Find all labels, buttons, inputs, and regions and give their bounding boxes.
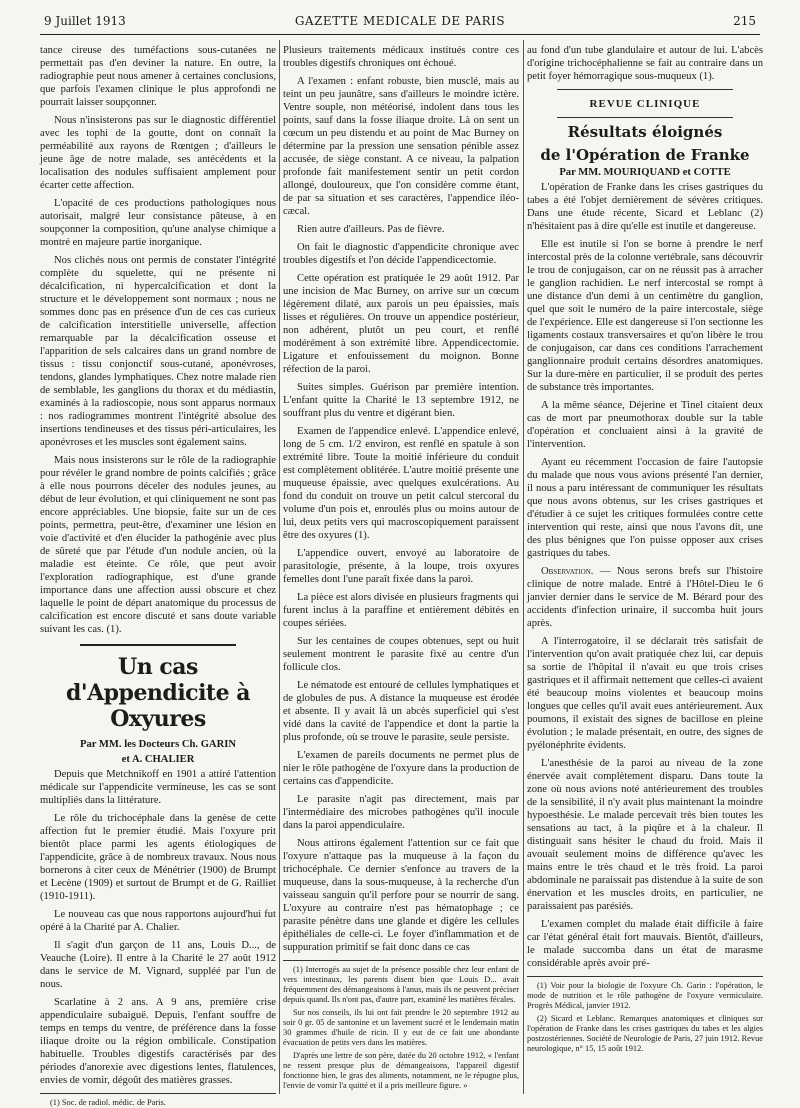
article-title-line1: Résultats éloignés xyxy=(567,123,723,141)
footnote: (2) Sicard et Leblanc. Remarques anatomiques et cliniques sur l'opération de Franke dans les crises gastriques du tabes et les algies postzostériennes. Société de Neurologie de Paris, 27 juin 1912. Revue neurologique, n° 15, 15 août 1912. xyxy=(527,1014,763,1053)
paragraph: Examen de l'appendice enlevé. L'appendice enlevé, long de 5 cm. 1/2 environ, est renflé en spatule à son extrémité libre. Toute la moitié inférieure du conduit est complètement oblitérée. L'autre moitié présente une muqueuse épaissie, avec quelques exulcérations. Au fond du conduit on trouve un petit calcul stercoral du volume d'un pois et, enroulés plus ou moins autour de lui, deux petits vers qui macroscopiquement paraissent être des oxyures (1). xyxy=(283,426,519,541)
paragraph: Elle est inutile si l'on se borne à prendre le nerf intercostal près de la colonne vertébrale, sans découvrir le trou de conjugaison, car on ne réussit pas à arracher le ganglion rachidien. Le nerf intercostal se rompt à une distance d'un demi à un centimètre du ganglion, quel que soit le numéro de la paire intercostale, siège de l'expérience. Elle est dangereuse si l'on sectionne les ligaments costaux transversaires et qu'on libère le trou de conjugaison, car dans ces conditions l'arrachement ganglionnaire produit certains désordres anatomiques. Sur la dure-mère en particulier, il se produit des pertes de substance très importantes. xyxy=(527,239,763,393)
article-authors-line1: Par MM. les Docteurs Ch. GARIN xyxy=(79,739,237,750)
paragraph: Rien autre d'ailleurs. Pas de fièvre. xyxy=(297,224,445,235)
footnotes xyxy=(283,960,519,1091)
paragraph xyxy=(527,565,763,630)
article-authors-line2: et A. CHALIER xyxy=(121,754,195,765)
paragraph: L'appendice ouvert, envoyé au laboratoire de parasitologie, présente, à la loupe, trois oxyures femelles dont l'une paraît fixée dans la paroi. xyxy=(283,548,519,585)
paragraph: Plusieurs traitements médicaux institués contre ces troubles digestifs chroniques ont échoué. xyxy=(283,45,519,69)
footnote: Sur nos conseils, ils lui ont fait prendre le 20 septembre 1912 au soir 0 gr. 05 de santonine et un lavement sucré et le lendemain matin 30 grammes d'huile de ricin. Il y eut de ce fait une abondante évacuation de petits vers dans les matières. xyxy=(283,1008,519,1047)
paragraph: L'anesthésie de la paroi au niveau de la zone énervée avait complètement disparu. Dans toute la zone où nous avions noté antérieurement des troubles de la sensibilité, il n'y avait plus maintenant la moindre hypoesthésie. Le malade percevait très bien toutes les sensations au tact, à la piqûre et à la chaleur. Il distinguait sans hésiter le chaud du froid. Mais il avouait seulement moins de différence qu'avec les mains entre le très chaud et le très froid. La paroi abdominale ne paraissait pas distendue à la suite de son énervation et les muscles droits, en particulier, ne paraissaient pas parésiés. xyxy=(527,758,763,912)
paragraph: Le nouveau cas que nous rapportons aujourd'hui fut opéré à la Charité par A. Chalier. xyxy=(40,909,276,933)
article-separator xyxy=(80,644,236,646)
paragraph: Nous attirons également l'attention sur ce fait que l'oxyure n'attaque pas la muqueuse à la façon du trichocéphale. Ce dernier s'enfonce au travers de la muqueuse, dans la sous-muqueuse, à la recherche d'un vaisseau sanguin qu'il perfore pour se nourrir de sang. L'oxyure au contraire n'est pas hématophage ; ce parasite pénètre dans une glande et digère les cellules épithéliales de celle-ci. Le foyer d'inflammation et de suppuration primitif se fait donc dans ce cas xyxy=(283,838,519,953)
section-heading: REVUE CLINIQUE xyxy=(589,98,701,110)
paragraph: Scarlatine à 2 ans. A 9 ans, première crise appendiculaire subaiguë. Depuis, l'enfant souffre de temps en temps du ventre, de préférence dans la fosse iliaque droite ou la région ombilicale. Constipation habituelle. Troubles digestifs caractérisés par des périodes d'anorexie avec digestions lentes, flatulences, envies de vomir, dégoût des matières grasses. xyxy=(40,997,276,1086)
paragraph: Nos clichés nous ont permis de constater l'intégrité complète du squelette, qui ne présente ni décalcification, ni hypercalcification et dont la structure et le développement sont normaux ; nous ne sommes donc pas en présence d'un de ces cas curieux de calcification interstitielle universelle, affection remarquable par la décalcification osseuse et l'apparition de sels calcaires dans un grand nombre de tissus : tissu conjonctif sous-cutané, aponévroses, tendons, glandes lymphatiques. Chez notre malade rien de semblable, les ganglions du thorax et du médiastin, examinés à la radioscopie, nous sont apparus normaux : nos radiogrammes montrent l'intégrité absolue des insertions tendineuses et des tissus péri-articulaires, les aponévroses et les muscles sont également sains. xyxy=(40,255,276,448)
paragraph: A l'interrogatoire, il se déclarait très satisfait de l'intervention qu'on avait pratiquée chez lui, car depuis sa sortie de l'hôpital il n'avait eu que trois crises gastriques et il affirmait nettement que celles-ci avaient été beaucoup moins violentes et beaucoup moins longues que celles qu'il avait eues antérieurement. Aux poumons, il existait des signes de bacillose en pleine évolution ; le malade présentait, en outre, des signes de pyélonéphrite évidents. xyxy=(527,636,763,751)
header-rule xyxy=(40,34,760,35)
paragraph: Suites simples. Guérison par première intention. L'enfant quitte la Charité le 13 septembre 1912, ne souffrant plus du ventre et digérant bien. xyxy=(283,382,519,419)
footnote: (1) Voir pour la biologie de l'oxyure Ch. Garin : l'opération, le mode de nutrition et le rôle pathogène de l'oxyure vermiculaire. Progrès Médical, janvier 1912. xyxy=(527,981,763,1010)
observation-text: — Nous serons brefs sur l'histoire clinique de notre malade. Entré à l'Hôtel-Dieu le 6 janvier dernier dans le service de M. Bérard pour des accidents d'infection urinaire, il succomba huit jours après. xyxy=(527,566,763,629)
page-number: 215 xyxy=(733,14,756,28)
article-title-appendicite: Un cas d'Appendicite à Oxyures xyxy=(65,654,250,732)
section-separator xyxy=(557,89,733,90)
paragraph: Nous n'insisterons pas sur le diagnostic différentiel avec les tophi de la goutte, dont on connaît la perméabilité aux rayons de Rœntgen ; d'ailleurs le jeune âge de notre malade, ses antécédents et la localisation des nodules suffisaient amplement pour écarter cette affection. xyxy=(40,115,276,191)
paragraph: Le rôle du trichocéphale dans la genèse de cette affection fut le premier étudié. Mais l'oxyure prit bientôt place parmi les agents étiologiques de l'appendicite, grâce à de nombreux travaux. Nous nous bornerons à citer ceux de Ménétrier (1900) de Brumpt et Lecène (1909) et surtout de Brumpt et de G. Railliet (1910-1911). xyxy=(40,813,276,902)
paragraph: La pièce est alors divisée en plusieurs fragments qui furent inclus à la paraffine et entièrement débités en coupes sériées. xyxy=(283,592,519,629)
section-separator xyxy=(557,117,733,118)
paragraph: tance cireuse des tuméfactions sous-cutanées ne permettait pas d'en deviner la nature. En outre, la radiographie peut nous amener à certaines conclusions, que parfois l'examen clinique le plus approfondi ne pourrait laisser soupçonner. xyxy=(40,45,276,108)
footnotes xyxy=(527,976,763,1054)
article-title-line2: de l'Opération de Franke xyxy=(540,146,750,164)
footnote: (1) Soc. de radiol. médic. de Paris. xyxy=(50,1098,166,1107)
paragraph: Mais nous insisterons sur le rôle de la radiographie pour révéler le grand nombre de points calcifiés ; grâce à elle nous pourrons déceler des nodules jeunes, au début de leur évolution, et qui cliniquement ne sont pas encore appréciables. Une biopsie, faite sur un de ces points, permettra, peut-être, d'examiner une lésion en voie d'activité et d'en élucider la pathogénie avec plus de sûreté que par l'étude d'un nodule ancien, où la maladie est éteinte. Ce rôle, que peut avoir l'exploration radiographique, est d'une grande importance dans une affection aussi obscure et chez laquelle le point de départ anatomique du processus de calcification est encore discuté et sans doute variable suivant les cas. (1). xyxy=(40,455,276,635)
paragraph: On fait le diagnostic d'appendicite chronique avec troubles digestifs et l'on décide l'appendicectomie. xyxy=(283,242,519,266)
paragraph: Sur les centaines de coupes obtenues, sept ou huit seulement montrent le parasite fixé au centre d'un follicule clos. xyxy=(283,636,519,673)
paragraph: au fond d'un tube glandulaire et autour de lui. L'abcès d'origine trichocéphalienne se fait au contraire dans un petit foyer hémorragique sous-muqueux (1). xyxy=(527,45,763,82)
paragraph: Il s'agit d'un garçon de 11 ans, Louis D..., de Veauche (Loire). Il entre à la Charité le 27 août 1912 dans le service de M. Vignard, suppléé par l'un de nous. xyxy=(40,940,276,990)
issue-date: 9 Juillet 1913 xyxy=(44,14,126,28)
article-authors: Par MM. MOURIQUAND et COTTE xyxy=(559,167,731,178)
paragraph: A l'examen : enfant robuste, bien musclé, mais au teint un peu jaunâtre, sans d'ailleurs le moindre ictère. Ventre souple, non météorisé, indolent dans tous les points, sauf dans la fosse iliaque droite. Là on sent un cœcum un peu distendu et au point de Mac Burney on détermine par la pression une sensation pénible assez accusée, de siège constant. A ce niveau, la palpation profonde fait manifestement sentir un petit cordon allongé, douloureux, que l'on considère comme étant, de par sa situation et ses caractères, l'appendice iléo-cæcal. xyxy=(283,76,519,217)
column-rule-right xyxy=(523,40,524,1094)
paragraph: L'opacité de ces productions pathologiques nous autorisait, malgré leur consistance pâteuse, à en soupçonner la composition, qu'une analyse chimique a montré en majeure partie inorganique. xyxy=(40,198,276,248)
column-2 xyxy=(283,44,519,1090)
column-1 xyxy=(40,44,276,1107)
journal-title: GAZETTE MEDICALE DE PARIS xyxy=(294,14,506,28)
column-3 xyxy=(527,44,763,1090)
footnotes xyxy=(40,1093,276,1108)
paragraph: Le parasite n'agit pas directement, mais par l'intermédiaire des microbes pathogènes qu'il inocule dans la paroi appendiculaire. xyxy=(283,794,519,831)
footnote: D'après une lettre de son père, datée du 20 octobre 1912, « l'enfant ne ressent presque plus de démangeaisons, l'appareil digestif fonctionne bien, le gras des aliments, notamment, ne le répugne plus, l'envie de vomir l'a quitté et il a pris meilleure figure. » xyxy=(283,1051,519,1090)
paragraph: Ayant eu récemment l'occasion de faire l'autopsie du malade que nous vous avions présenté l'an dernier, il nous a paru intéressant de communiquer les résultats que nous avons obtenus, sur les crises gastriques et d'étudier à ce sujet les critiques formulées contre cette intervention qui reste, ainsi que nous l'avons dit, une des plus bénignes que l'on puisse opposer aux crises gastriques du tabes. xyxy=(527,457,763,559)
paragraph: Le nématode est entouré de cellules lymphatiques et de globules de pus. A distance la muqueuse est érodée et absente. Il y avait là un abcès superficiel qui s'est vidé dans la cavité de l'appendice et dont la partie la plus profonde, où se trouve le parasite, seule persiste. xyxy=(283,680,519,743)
footnote: (1) Interrogés au sujet de la présence possible chez leur enfant de vers intestinaux, les parents disent bien que Louis D... avait fréquemment des démangeaisons à l'anus, mais ils ne peuvent préciser depuis quand. Ils n'ont pas, d'autre part, examiné les matières fécales. xyxy=(283,965,519,1004)
paragraph: Depuis que Metchnikoff en 1901 a attiré l'attention médicale sur l'appendicite vermineuse, les cas se sont multipliés dans la littérature. xyxy=(40,769,276,806)
column-rule-left xyxy=(279,40,280,1094)
paragraph: Cette opération est pratiquée le 29 août 1912. Par une incision de Mac Burney, on arrive sur un cœcum légèrement dilaté, aux parois un peu épaissies, mais lisses et régulières. On trouve un appendice postérieur, non adhérent, plutôt un peu court, et renflé modérément à son extrémité libre. Appendicectomie. Ligature et enfouissement du moignon. Bonne réfection de la paroi. xyxy=(283,273,519,375)
paragraph: L'examen complet du malade était difficile à faire car l'état général était fort mauvais. Bientôt, d'ailleurs, le malade succomba dans un état de marasme considérable après avoir pré- xyxy=(527,919,763,969)
paragraph: L'opération de Franke dans les crises gastriques du tabes a été l'objet dernièrement de sévères critiques. Dans une étude récente, Sicard et Leblanc (2) n'hésitaient pas à dire qu'elle est inutile et dangereuse. xyxy=(527,182,763,232)
observation-label: Observation. xyxy=(541,566,594,577)
paragraph: L'examen de pareils documents ne permet plus de nier le rôle pathogène de l'oxyure dans la production de certains cas d'appendicite. xyxy=(283,750,519,787)
paragraph: A la même séance, Déjerine et Tinel citaient deux cas de mort par pneumothorax double sur la table d'opération et concluaient ainsi à la gravité de l'intervention. xyxy=(527,400,763,450)
